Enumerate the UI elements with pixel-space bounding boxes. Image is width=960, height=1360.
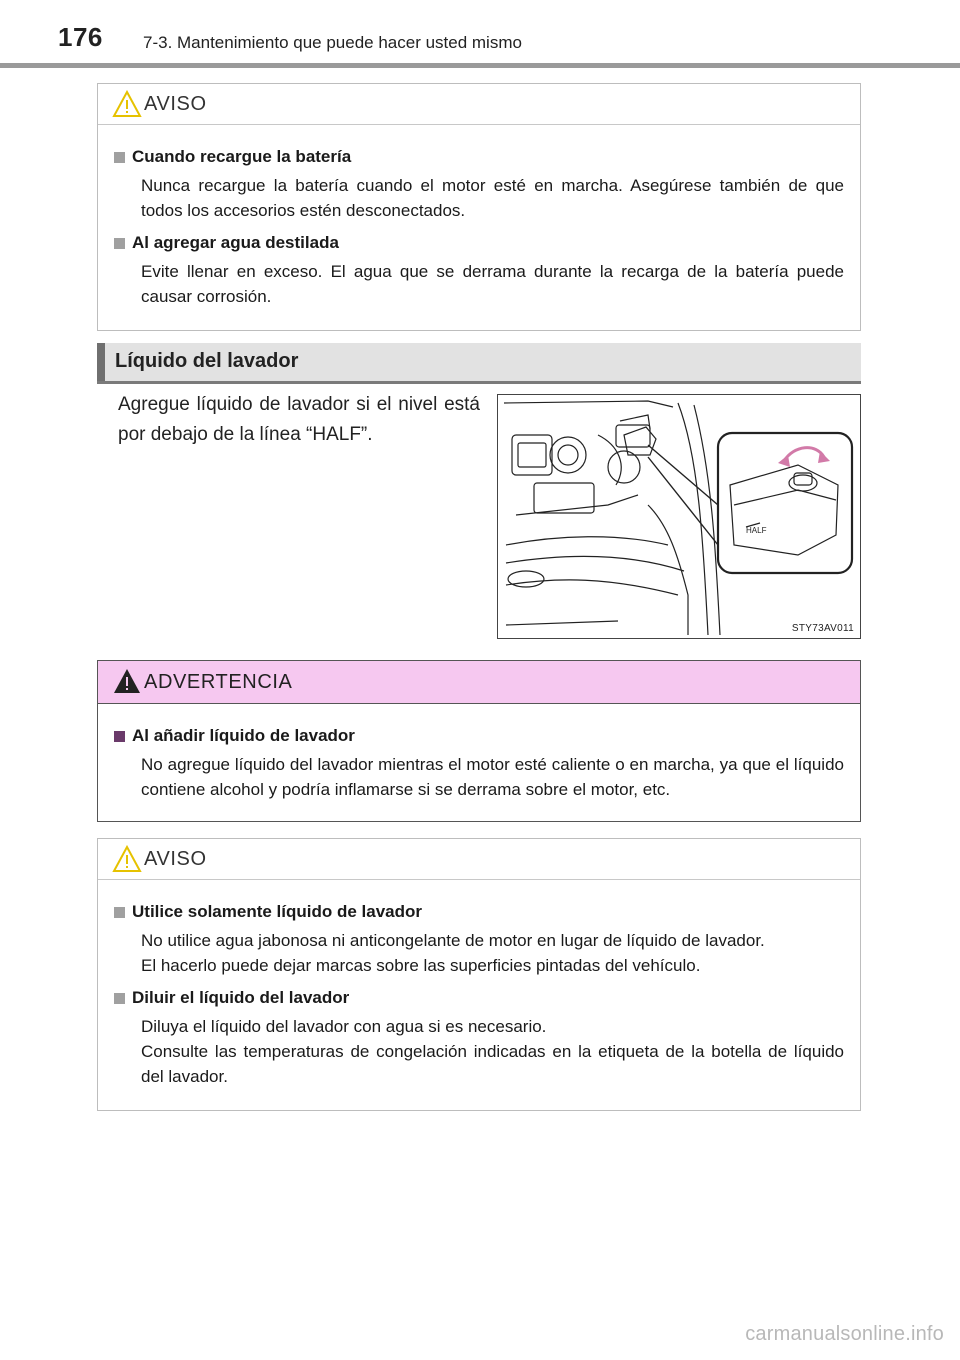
aviso-battery-heading: AVISO	[144, 93, 207, 115]
aviso-battery-box	[97, 83, 861, 331]
page-number: 176	[58, 22, 103, 52]
square-bullet-icon	[114, 731, 125, 742]
warning-outline-icon	[112, 845, 142, 873]
advertencia-item-1-text: No agregue líquido del lavador mientras el motor esté caliente o en marcha, ya que el líquido contiene alcohol y podría inflamarse si se derrama sobre el motor, etc.	[141, 755, 844, 799]
warning-filled-icon	[112, 667, 142, 695]
advertencia-header	[98, 661, 860, 704]
aviso-washer-item-1-line-2: El hacerlo puede dejar marcas sobre las superficies pintadas del vehículo.	[141, 956, 701, 975]
washer-reservoir-illustration	[497, 394, 861, 639]
aviso-washer-item-2-line-2: Consulte las temperaturas de congelación indicadas en la etiqueta de la botella de líquido del lavador.	[141, 1042, 844, 1086]
aviso-washer-box	[97, 838, 861, 1111]
aviso-washer-header	[98, 839, 860, 880]
topic-intro-text: Agregue líquido de lavador si el nivel está por debajo de la línea “HALF”.	[118, 394, 480, 445]
topic-heading-bar	[97, 343, 861, 384]
aviso-washer-item-2-line-1: Diluya el líquido del lavador con agua si es necesario.	[141, 1017, 547, 1036]
square-bullet-icon	[114, 993, 125, 1004]
aviso-washer-item-1-title: Utilice solamente líquido de lavador	[114, 902, 844, 922]
advertencia-heading: ADVERTENCIA	[144, 671, 293, 693]
square-bullet-icon	[114, 907, 125, 918]
aviso-washer-item-2-title: Diluir el líquido del lavador	[114, 988, 844, 1008]
header-rule	[0, 63, 960, 68]
aviso-battery-header	[98, 84, 860, 125]
aviso-washer-item-1-line-1: No utilice agua jabonosa ni anticongelante de motor en lugar de líquido de lavador.	[141, 931, 765, 950]
topic-title: Líquido del lavador	[115, 350, 299, 372]
aviso-battery-item-2-title: Al agregar agua destilada	[114, 233, 844, 253]
engine-bay-drawing	[498, 395, 861, 639]
topic-accent	[97, 343, 105, 381]
advertencia-item-1-title: Al añadir líquido de lavador	[114, 726, 844, 746]
aviso-battery-item-1-text: Nunca recargue la batería cuando el motor esté en marcha. Asegúrese también de que todos los accesorios estén desconectados.	[141, 176, 844, 220]
aviso-battery-item-2-text: Evite llenar en exceso. El agua que se derrama durante la recarga de la batería puede causar corrosión.	[141, 262, 844, 306]
section-title: 7-3. Mantenimiento que puede hacer usted mismo	[143, 33, 522, 52]
warning-outline-icon	[112, 90, 142, 118]
figure-code: STY73AV011	[791, 623, 854, 634]
aviso-battery-item-1-title: Cuando recargue la batería	[114, 147, 844, 167]
page-header	[0, 0, 960, 70]
square-bullet-icon	[114, 152, 125, 163]
square-bullet-icon	[114, 238, 125, 249]
half-label: HALF	[746, 526, 767, 535]
watermark: carmanualsonline.info	[745, 1323, 944, 1345]
aviso-washer-heading: AVISO	[144, 848, 207, 870]
advertencia-box	[97, 660, 861, 822]
